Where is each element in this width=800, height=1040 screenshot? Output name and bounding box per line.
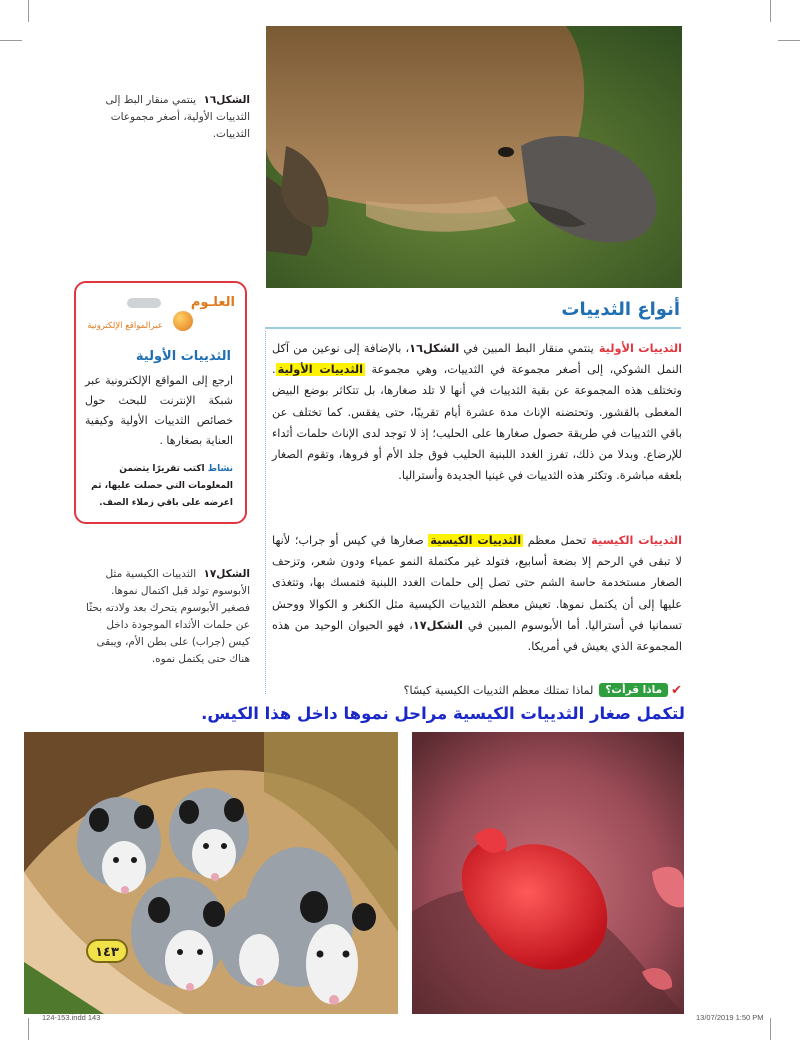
figure-16-caption xyxy=(84,92,250,143)
crop-mark xyxy=(28,1018,29,1040)
section-title: أنواع الثدييات xyxy=(561,299,680,320)
title-rule xyxy=(265,327,681,329)
footer-file: 124-153.indd 143 xyxy=(42,1013,101,1022)
reading-check-badge: ماذا قرأت؟ xyxy=(599,683,668,697)
reading-check-question: لماذا تمتلك معظم الثدييات الكيسية كيسًا؟ xyxy=(403,683,594,697)
opossum-photo xyxy=(24,732,398,1014)
pouch-young-photo xyxy=(412,732,684,1014)
figure-17-text: الثدييات الكيسية مثل الأبوسوم تولد قبل اكتمال نموها. فصغير الأبوسوم يتحرك بعد ولادته بحثًا عن حلمات الأثداء الموجودة داخل كيس (جراب) على بطن الأم، ويبقى هناك حتى يكتمل نموه. xyxy=(86,568,250,665)
science-online-logo xyxy=(85,293,235,337)
column-divider xyxy=(265,331,266,694)
web-box-activity xyxy=(85,461,233,512)
logo-pill xyxy=(127,298,161,308)
logo-main-text: العلـوم xyxy=(190,295,235,310)
globe-icon xyxy=(173,311,193,331)
science-online-box xyxy=(74,281,247,524)
figure-17-label: الشكل١٧ xyxy=(203,568,250,580)
figure-16-label: الشكل١٦ xyxy=(203,94,250,106)
figure-17-caption xyxy=(84,566,250,668)
p2-highlight: الثدييات الكيسية xyxy=(430,534,522,547)
web-box-title: الثدييات الأولية xyxy=(135,349,231,364)
paragraph-marsupials xyxy=(272,530,682,657)
pouch-young-illustration xyxy=(412,732,684,1014)
p2-figure-ref: الشكل١٧ xyxy=(412,618,463,632)
p1-highlight: الثدييات الأولية xyxy=(277,363,364,377)
crop-mark xyxy=(778,40,800,41)
activity-label: نشاط xyxy=(207,464,233,474)
logo-sub-text: عبرالمواقع الإلكترونية xyxy=(87,321,163,331)
p1-figure-ref: الشكل١٦ xyxy=(409,342,460,355)
answer-overlay: لتكمل صغار الثدييات الكيسية مراحل نموها داخل هذا الكيس. xyxy=(201,704,685,723)
activity-text: اكتب تقريرًا يتضمن المعلومات التي حصلت عليها، ثم اعرضه على باقي زملاء الصف. xyxy=(91,464,233,508)
lead-marsupials: الثدييات الكيسية xyxy=(591,534,682,547)
platypus-photo xyxy=(266,26,682,288)
checkmark-icon: ✔ xyxy=(671,682,682,698)
opossum-illustration xyxy=(24,732,398,1014)
p2-text-a: تحمل معظم xyxy=(523,534,587,547)
web-box-body: ارجع إلى المواقع الإلكترونية عبر شبكة الإنترنت للبحث حول خصائص الثدييات الأولية وكيفية العناية بصغارها . xyxy=(85,374,233,447)
crop-mark xyxy=(770,0,771,22)
p1-text-a: ينتمي منقار البط المبين في xyxy=(459,342,594,355)
p2-text-c: ، فهو الحيوان الوحيد من هذه المجموعة الذي يعيش في أمريكا. xyxy=(272,618,682,654)
reading-check xyxy=(382,680,682,700)
crop-mark xyxy=(0,40,22,41)
page-number: ١٤٣ xyxy=(86,939,128,963)
figure-16-text: ينتمي منقار البط إلى الثدييات الأولية، أصغر مجموعات الثدييات. xyxy=(105,94,250,140)
paragraph-monotremes xyxy=(272,338,682,486)
platypus-illustration xyxy=(266,26,682,288)
p1-text-b: ، بالإضافة إلى نوعين من آكل النمل الشوكي، إلى أصغر مجموعة في الثدييات، وهي مجموعة xyxy=(272,342,682,377)
lead-monotremes: الثدييات الأولية xyxy=(598,342,682,355)
footer-timestamp: 13/07/2019 1:50 PM xyxy=(696,1013,764,1022)
p2-text-b: صغارها في كيس أو جراب؛ لأنها لا تبقى في الرحم إلا بضعة أسابيع، فتولد غير مكتملة النمو عمياء ودون شعر، وتزحف الصغار مستخدمة حاسة الشم حتى تصل إلى حلمات الغدد اللبنية فتمسك بها، وتتغذى عليها إلى أن يكتمل نموها. تعيش معظم الثدييات الكيسية مثل الكنغر و الكوالا ووحش تسمانيا في أستراليا. أما الأبوسوم المبين في xyxy=(272,534,683,632)
crop-mark xyxy=(770,1018,771,1040)
p1-text-c: . وتختلف هذه المجموعة عن بقية الثدييات في أنها لا تلد صغارها، بل تتكاثر بوضع البيض المغطى بالقشور. وتحتضنه الإناث مدة عشرة أيام تقريبًا، حتى يفقس. كما تختلف عن باقي الثدييات في طريقة حصول صغارها على الحليب؛ إذ لا توجد لدى الإناث حلمات أثداء للإرضاع. وبدلا من ذلك، تفرز الغدد اللبنية الحليب فوق جلد الأم أو فروها، وتقوم الصغار بلعقه مباشرة. وتكثر هذه الثدييات في غينيا الجديدة وأستراليا. xyxy=(272,363,682,483)
crop-mark xyxy=(28,0,29,22)
